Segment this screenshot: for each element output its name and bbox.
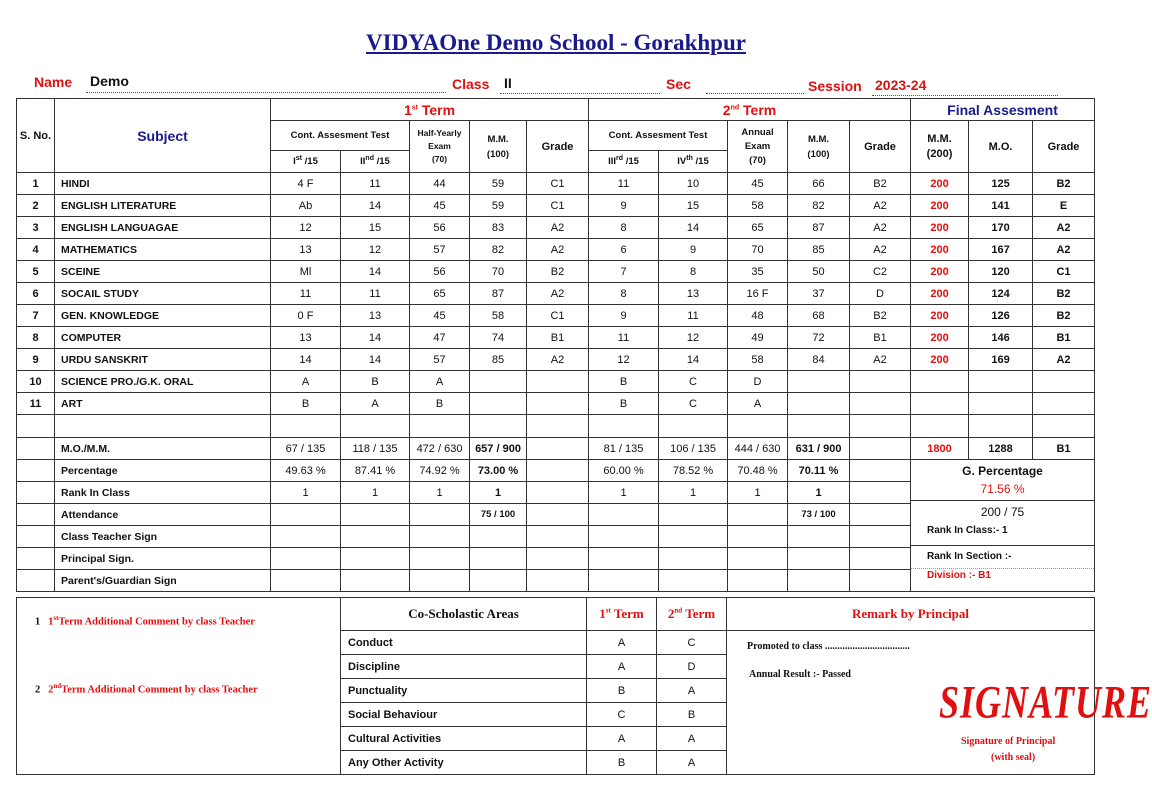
mark-fg: A2 — [1033, 217, 1095, 239]
subject-row — [17, 283, 1095, 305]
mark-t2b: 9 — [659, 239, 728, 261]
mark-g2: A2 — [850, 349, 911, 371]
mark-t1b: A — [341, 393, 410, 415]
rank-label: Rank In Class — [55, 482, 271, 504]
bottom-header-row — [17, 598, 1095, 631]
t1-cont-header: Cont. Assesment Test — [271, 121, 410, 151]
subject-name: SOCAIL STUDY — [55, 283, 271, 305]
t2-grade-header: Grade — [850, 121, 911, 173]
subject-sno: 6 — [17, 283, 55, 305]
mark-g1: A2 — [527, 283, 589, 305]
mark-g2 — [850, 371, 911, 393]
t1-grade-header: Grade — [527, 121, 589, 173]
subject-sno: 3 — [17, 217, 55, 239]
t2-col-a: IIIrd /15 — [589, 151, 659, 173]
subject-row — [17, 305, 1095, 327]
mark-mm2: 66 — [788, 173, 850, 195]
mark-hy: 56 — [410, 217, 470, 239]
half-yearly-header: Half-Yearly Exam (70) — [410, 121, 470, 173]
subject-sno: 5 — [17, 261, 55, 283]
mark-mm1: 58 — [470, 305, 527, 327]
subject-sno: 4 — [17, 239, 55, 261]
mark-t2b: 12 — [659, 327, 728, 349]
mark-t1b: 11 — [341, 173, 410, 195]
pct-t2b: 78.52 % — [659, 460, 728, 482]
mark-t1a: Ab — [271, 195, 341, 217]
student-name: Demo — [90, 73, 129, 89]
mark-t1a: Ml — [271, 261, 341, 283]
pct-an: 70.48 % — [728, 460, 788, 482]
cs-t1: B — [587, 751, 657, 775]
subject-row — [17, 173, 1095, 195]
mark-t1b: 14 — [341, 327, 410, 349]
pct-mm2: 70.11 % — [788, 460, 850, 482]
mark-t1a: 12 — [271, 217, 341, 239]
final-grade-total: B1 — [1033, 438, 1095, 460]
mark-g2: B2 — [850, 173, 911, 195]
pct-t2a: 60.00 % — [589, 460, 659, 482]
mark-t2a: 9 — [589, 195, 659, 217]
final-grade-header: Grade — [1033, 121, 1095, 173]
mark-g1: A2 — [527, 239, 589, 261]
class-underline — [500, 93, 660, 94]
t2-mm-header: M.M. (100) — [788, 121, 850, 173]
session-underline — [872, 95, 1058, 96]
subject-header: Subject — [55, 99, 271, 173]
mo-mm-hy: 472 / 630 — [410, 438, 470, 460]
sno-header: S. No. — [17, 99, 55, 173]
mark-fg: A2 — [1033, 349, 1095, 371]
signature-caption: Signature of Principal — [961, 736, 1056, 747]
mark-fmm: 200 — [911, 239, 969, 261]
mark-t1a: 0 F — [271, 305, 341, 327]
mark-fmm: 200 — [911, 173, 969, 195]
percentage-label: Percentage — [55, 460, 271, 482]
mark-fmo — [969, 371, 1033, 393]
comment-term1: 1 1stTerm Additional Comment by class Teacher — [35, 614, 255, 628]
division: Division :- B1 — [911, 568, 1094, 587]
mark-hy: 45 — [410, 305, 470, 327]
mark-mm1: 83 — [470, 217, 527, 239]
rank-class: Rank In Class:- 1 — [927, 525, 1008, 536]
mark-mm2: 72 — [788, 327, 850, 349]
sec-label: Sec — [666, 76, 691, 92]
subject-row — [17, 327, 1095, 349]
mark-t1b: B — [341, 371, 410, 393]
mark-fmo: 167 — [969, 239, 1033, 261]
rank-an: 1 — [728, 482, 788, 504]
sec-underline — [706, 93, 804, 94]
subject-row — [17, 217, 1095, 239]
mark-fmo: 146 — [969, 327, 1033, 349]
cs-area: Punctuality — [341, 679, 587, 703]
mark-g2: B1 — [850, 327, 911, 349]
subject-name: MATHEMATICS — [55, 239, 271, 261]
mark-t2b: 14 — [659, 349, 728, 371]
final-mm-header: M.M. (200) — [911, 121, 969, 173]
with-seal: (with seal) — [991, 752, 1036, 763]
t1-col-b: IInd /15 — [341, 151, 410, 173]
cs-t2: B — [657, 703, 727, 727]
mark-g1: A2 — [527, 217, 589, 239]
subject-sno: 9 — [17, 349, 55, 371]
rank-t2a: 1 — [589, 482, 659, 504]
mark-mm1: 59 — [470, 173, 527, 195]
mark-mm1: 82 — [470, 239, 527, 261]
cs-area: Any Other Activity — [341, 751, 587, 775]
mark-hy: B — [410, 393, 470, 415]
mark-hy: 56 — [410, 261, 470, 283]
mark-g2: A2 — [850, 217, 911, 239]
mark-mm1 — [470, 393, 527, 415]
mo-mm-t2b: 106 / 135 — [659, 438, 728, 460]
subject-name: ART — [55, 393, 271, 415]
mark-t1a: 4 F — [271, 173, 341, 195]
final-summary-box — [911, 460, 1095, 592]
mark-mm1: 70 — [470, 261, 527, 283]
final-mo-total: 1288 — [969, 438, 1033, 460]
mark-t2b: C — [659, 393, 728, 415]
mark-an: 48 — [728, 305, 788, 327]
subject-rows — [17, 173, 1095, 415]
g-percentage-label: G. Percentage — [962, 464, 1043, 478]
mark-fmo: 169 — [969, 349, 1033, 371]
mark-an: 49 — [728, 327, 788, 349]
school-name: VIDYAOne Demo School - Gorakhpur — [366, 30, 746, 55]
cs-area: Conduct — [341, 631, 587, 655]
subject-sno: 7 — [17, 305, 55, 327]
mark-t2a: 11 — [589, 327, 659, 349]
mark-mm2: 87 — [788, 217, 850, 239]
cs-t1: A — [587, 631, 657, 655]
mark-mm2: 82 — [788, 195, 850, 217]
subject-sno: 8 — [17, 327, 55, 349]
comment-term2: 2 2ndTerm Additional Comment by class Teacher — [35, 682, 258, 696]
mark-t1a: B — [271, 393, 341, 415]
mark-fmo: 124 — [969, 283, 1033, 305]
mark-an: 65 — [728, 217, 788, 239]
mark-mm1 — [470, 371, 527, 393]
parent-sign-label: Parent's/Guardian Sign — [55, 570, 271, 592]
final-mm-total: 1800 — [911, 438, 969, 460]
t1-col-a: Ist /15 — [271, 151, 341, 173]
subject-name: GEN. KNOWLEDGE — [55, 305, 271, 327]
mark-t2a: B — [589, 393, 659, 415]
mark-t2b: 13 — [659, 283, 728, 305]
promoted-text: Promoted to class .................................. — [747, 641, 910, 652]
cs-t1: B — [587, 679, 657, 703]
mark-fmm: 200 — [911, 305, 969, 327]
subject-row — [17, 371, 1095, 393]
mark-g1: B2 — [527, 261, 589, 283]
subject-name: SCEINE — [55, 261, 271, 283]
mark-mm1: 74 — [470, 327, 527, 349]
subject-name: COMPUTER — [55, 327, 271, 349]
mark-fmo — [969, 393, 1033, 415]
mark-t2a: 7 — [589, 261, 659, 283]
mark-t2b: 14 — [659, 217, 728, 239]
subject-row — [17, 261, 1095, 283]
mark-t1b: 14 — [341, 261, 410, 283]
mark-mm2: 50 — [788, 261, 850, 283]
class-label: Class — [452, 76, 490, 92]
mark-g2: C2 — [850, 261, 911, 283]
subject-row — [17, 393, 1095, 415]
subject-sno: 2 — [17, 195, 55, 217]
mark-t2a: 9 — [589, 305, 659, 327]
mark-g2 — [850, 393, 911, 415]
mark-t1a: 14 — [271, 349, 341, 371]
pct-t1b: 87.41 % — [341, 460, 410, 482]
mo-mm-t2a: 81 / 135 — [589, 438, 659, 460]
mark-hy: 44 — [410, 173, 470, 195]
mark-g2: A2 — [850, 239, 911, 261]
mo-mm-an: 444 / 630 — [728, 438, 788, 460]
mark-mm2: 84 — [788, 349, 850, 371]
rank-t1a: 1 — [271, 482, 341, 504]
mark-fg — [1033, 393, 1095, 415]
subject-name: SCIENCE PRO./G.K. ORAL — [55, 371, 271, 393]
principal-sign-label: Principal Sign. — [55, 548, 271, 570]
mo-mm-t1a: 67 / 135 — [271, 438, 341, 460]
mark-mm2 — [788, 371, 850, 393]
cs-t1: A — [587, 655, 657, 679]
mark-t2a: 8 — [589, 283, 659, 305]
final-attendance: 200 / 75 — [911, 500, 1094, 523]
mo-mm-mm2: 631 / 900 — [788, 438, 850, 460]
final-header: Final Assesment — [911, 99, 1095, 121]
mark-hy: A — [410, 371, 470, 393]
attendance-t1: 75 / 100 — [470, 504, 527, 526]
subject-row — [17, 349, 1095, 371]
subject-row — [17, 239, 1095, 261]
mark-t1b: 11 — [341, 283, 410, 305]
annual-header: Annual Exam (70) — [728, 121, 788, 173]
final-mo-header: M.O. — [969, 121, 1033, 173]
mo-mm-label: M.O./M.M. — [55, 438, 271, 460]
subject-name: URDU SANSKRIT — [55, 349, 271, 371]
mark-an: A — [728, 393, 788, 415]
mark-g2: D — [850, 283, 911, 305]
mark-fmm: 200 — [911, 283, 969, 305]
mo-mm-mm1: 657 / 900 — [470, 438, 527, 460]
header-row-terms — [17, 99, 1095, 121]
rank-section: Rank In Section :- — [911, 545, 1094, 568]
pct-t1a: 49.63 % — [271, 460, 341, 482]
mark-hy: 45 — [410, 195, 470, 217]
rank-t1b: 1 — [341, 482, 410, 504]
teacher-comments — [17, 598, 341, 775]
mark-mm2: 85 — [788, 239, 850, 261]
t1-mm-header: M.M. (100) — [470, 121, 527, 173]
mark-t2a: 8 — [589, 217, 659, 239]
g-percentage-value: 71.56 % — [980, 482, 1025, 496]
cs-area: Discipline — [341, 655, 587, 679]
mark-mm2: 37 — [788, 283, 850, 305]
mark-g1 — [527, 371, 589, 393]
mark-t1a: 13 — [271, 327, 341, 349]
mark-t1a: 13 — [271, 239, 341, 261]
rank-mm2: 1 — [788, 482, 850, 504]
mark-mm1: 85 — [470, 349, 527, 371]
remark-title: Remark by Principal — [727, 598, 1095, 631]
rank-mm1: 1 — [470, 482, 527, 504]
mark-hy: 47 — [410, 327, 470, 349]
t2-col-b: IVth /15 — [659, 151, 728, 173]
term1-header: 1st Term — [271, 99, 589, 121]
subject-row — [17, 195, 1095, 217]
cs-term1-header: 1st Term — [587, 598, 657, 631]
subject-name: ENGLISH LITERATURE — [55, 195, 271, 217]
mark-t2a: 6 — [589, 239, 659, 261]
class-teacher-sign-label: Class Teacher Sign — [55, 526, 271, 548]
mark-t2a: B — [589, 371, 659, 393]
mark-fg: B1 — [1033, 327, 1095, 349]
mark-fmo: 141 — [969, 195, 1033, 217]
subject-sno: 1 — [17, 173, 55, 195]
mark-fmm: 200 — [911, 349, 969, 371]
mark-hy: 57 — [410, 349, 470, 371]
mark-fmm: 200 — [911, 217, 969, 239]
mark-hy: 57 — [410, 239, 470, 261]
mark-t2b: C — [659, 371, 728, 393]
name-underline — [86, 92, 446, 93]
mark-g1: C1 — [527, 195, 589, 217]
student-class: II — [504, 75, 512, 91]
coscholastic-title: Co-Scholastic Areas — [341, 598, 587, 631]
mark-fg — [1033, 371, 1095, 393]
principal-signature: SIGNATURE — [939, 676, 1152, 728]
mo-mm-t1b: 118 / 135 — [341, 438, 410, 460]
mark-t1b: 15 — [341, 217, 410, 239]
mark-fg: A2 — [1033, 239, 1095, 261]
mark-t1b: 12 — [341, 239, 410, 261]
mark-an: 16 F — [728, 283, 788, 305]
mark-mm2: 68 — [788, 305, 850, 327]
cs-area: Social Behaviour — [341, 703, 587, 727]
cs-t1: A — [587, 727, 657, 751]
mark-g1 — [527, 393, 589, 415]
subject-sno: 10 — [17, 371, 55, 393]
mark-an: 45 — [728, 173, 788, 195]
mark-fg: E — [1033, 195, 1095, 217]
mark-fmm: 200 — [911, 195, 969, 217]
percentage-row — [17, 460, 1095, 482]
mark-t2b: 15 — [659, 195, 728, 217]
name-label: Name — [34, 74, 73, 90]
mark-g1: B1 — [527, 327, 589, 349]
mark-t1b: 13 — [341, 305, 410, 327]
mark-fmo: 120 — [969, 261, 1033, 283]
mark-t2b: 10 — [659, 173, 728, 195]
mark-t1b: 14 — [341, 349, 410, 371]
mark-fg: B2 — [1033, 173, 1095, 195]
mark-fg: C1 — [1033, 261, 1095, 283]
marks-table — [16, 98, 1095, 592]
cs-t2: A — [657, 751, 727, 775]
cs-t1: C — [587, 703, 657, 727]
mark-mm1: 87 — [470, 283, 527, 305]
mark-fg: B2 — [1033, 283, 1095, 305]
attendance-label: Attendance — [55, 504, 271, 526]
mark-t2a: 12 — [589, 349, 659, 371]
mark-t1b: 14 — [341, 195, 410, 217]
mark-an: D — [728, 371, 788, 393]
mark-hy: 65 — [410, 283, 470, 305]
mark-t2a: 11 — [589, 173, 659, 195]
session-label: Session — [808, 78, 862, 94]
mark-t2b: 11 — [659, 305, 728, 327]
mark-mm1: 59 — [470, 195, 527, 217]
cs-t2: A — [657, 727, 727, 751]
mark-t1a: 11 — [271, 283, 341, 305]
annual-result: Annual Result :- Passed — [749, 669, 851, 680]
mo-mm-row — [17, 438, 1095, 460]
subject-name: ENGLISH LANGUAGAE — [55, 217, 271, 239]
mark-an: 35 — [728, 261, 788, 283]
mark-t1a: A — [271, 371, 341, 393]
mark-an: 58 — [728, 349, 788, 371]
mark-fmm: 200 — [911, 327, 969, 349]
blank-row — [17, 415, 1095, 438]
mark-fmm — [911, 393, 969, 415]
mark-an: 70 — [728, 239, 788, 261]
principal-remark-box — [727, 631, 1152, 775]
subject-name: HINDI — [55, 173, 271, 195]
mark-t2b: 8 — [659, 261, 728, 283]
mark-fmm: 200 — [911, 261, 969, 283]
term2-header: 2nd Term — [589, 99, 911, 121]
mark-fmm — [911, 371, 969, 393]
mark-mm2 — [788, 393, 850, 415]
rank-t2b: 1 — [659, 482, 728, 504]
pct-hy: 74.92 % — [410, 460, 470, 482]
mark-g2: B2 — [850, 305, 911, 327]
mark-fg: B2 — [1033, 305, 1095, 327]
bottom-table — [16, 597, 1152, 775]
mark-fmo: 126 — [969, 305, 1033, 327]
mark-fmo: 170 — [969, 217, 1033, 239]
mark-g1: C1 — [527, 173, 589, 195]
rank-hy: 1 — [410, 482, 470, 504]
mark-fmo: 125 — [969, 173, 1033, 195]
cs-t2: C — [657, 631, 727, 655]
attendance-t2: 73 / 100 — [788, 504, 850, 526]
cs-area: Cultural Activities — [341, 727, 587, 751]
mark-g2: A2 — [850, 195, 911, 217]
mark-an: 58 — [728, 195, 788, 217]
mark-g1: C1 — [527, 305, 589, 327]
cs-t2: D — [657, 655, 727, 679]
pct-mm1: 73.00 % — [470, 460, 527, 482]
mark-g1: A2 — [527, 349, 589, 371]
cs-term2-header: 2nd Term — [657, 598, 727, 631]
subject-sno: 11 — [17, 393, 55, 415]
t2-cont-header: Cont. Assesment Test — [589, 121, 728, 151]
cs-t2: A — [657, 679, 727, 703]
student-session: 2023-24 — [875, 77, 927, 93]
